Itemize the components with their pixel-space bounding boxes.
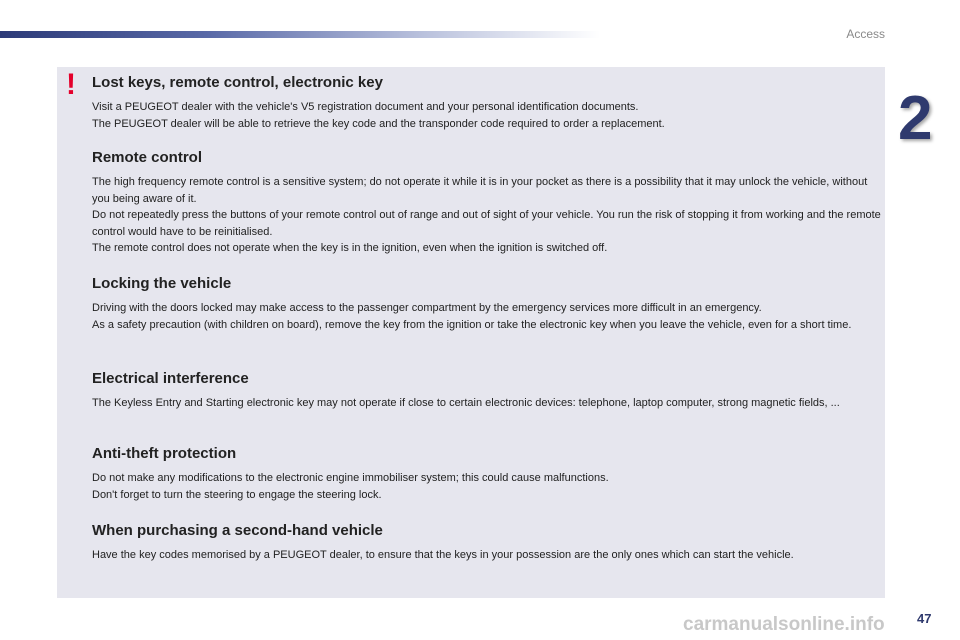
section-paragraph: The high frequency remote control is a sensitive system; do not operate it while it is in your pocket as there is a possibility that it may unlock the vehicle, without you being aware of it.	[92, 176, 868, 205]
section-label: Access	[846, 27, 885, 41]
section-paragraph: Don't forget to turn the steering to engage the steering lock.	[92, 488, 382, 501]
chapter-number: 2	[898, 84, 933, 153]
page-number: 47	[917, 611, 932, 626]
section-second-hand	[92, 522, 882, 564]
section-remote-control	[92, 149, 882, 257]
exclamation-icon: !	[66, 68, 76, 101]
section-paragraph: Visit a PEUGEOT dealer with the vehicle's V5 registration document and your personal identification documents.	[92, 101, 639, 113]
section-title: Remote control	[92, 149, 203, 166]
section-title: When purchasing a second-hand vehicle	[92, 522, 383, 539]
section-paragraph: As a safety precaution (with children on board), remove the key from the ignition or take the electronic key when you leave the vehicle, even for a short time.	[92, 318, 852, 331]
header-accent-bar	[0, 31, 600, 38]
section-locking	[92, 275, 882, 333]
section-title: Locking the vehicle	[92, 275, 232, 292]
section-paragraph: The remote control does not operate when the key is in the ignition, even when the ignition is switched off.	[92, 242, 608, 254]
section-paragraph: Driving with the doors locked may make access to the passenger compartment by the emergency services more difficult in an emergency.	[92, 302, 762, 314]
section-paragraph: Do not repeatedly press the buttons of your remote control out of range and out of sight of your vehicle. You run the risk of stopping it from working and the remote control would have to be reinitialised.	[92, 209, 881, 238]
section-title: Lost keys, remote control, electronic key	[92, 74, 383, 91]
section-paragraph: The PEUGEOT dealer will be able to retrieve the key code and the transponder code required to order a replacement.	[92, 117, 665, 130]
watermark: carmanualsonline.info	[683, 614, 885, 635]
section-title: Electrical interference	[92, 370, 249, 387]
section-title: Anti-theft protection	[92, 445, 237, 462]
section-paragraph: Have the key codes memorised by a PEUGEOT dealer, to ensure that the keys in your possession are the only ones which can start the vehicle.	[92, 549, 794, 561]
section-anti-theft	[92, 445, 882, 503]
section-lost-keys	[92, 74, 882, 132]
section-paragraph: The Keyless Entry and Starting electronic key may not operate if close to certain electronic devices: telephone, laptop computer, strong magnetic fields, ...	[92, 397, 840, 409]
section-electrical-interference	[92, 370, 882, 412]
section-paragraph: Do not make any modifications to the electronic engine immobiliser system; this could cause malfunctions.	[92, 472, 609, 484]
